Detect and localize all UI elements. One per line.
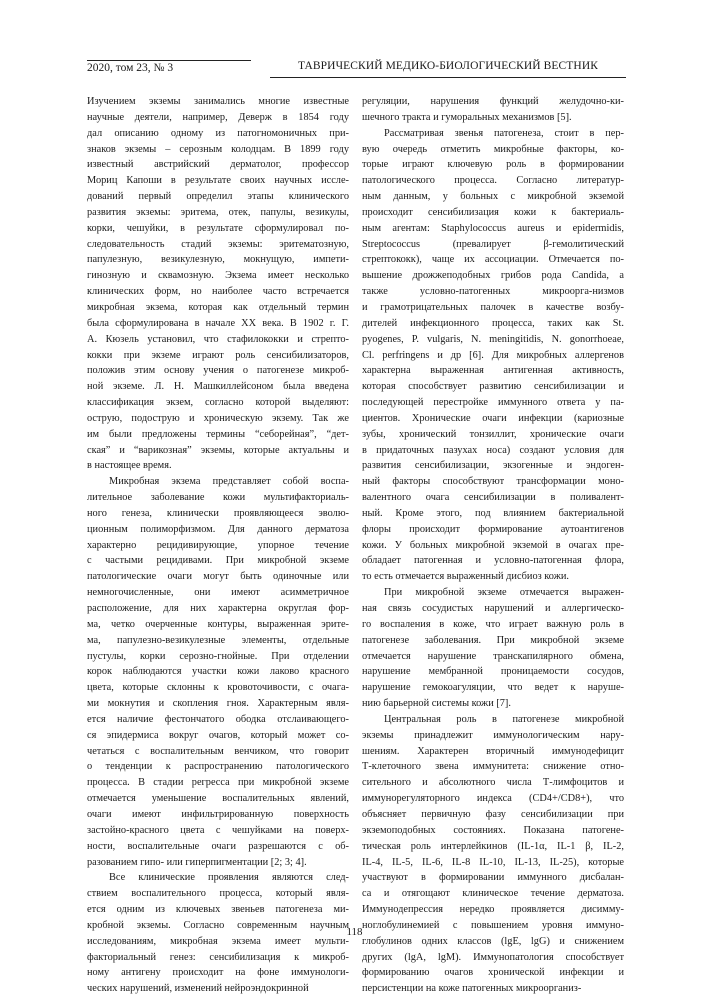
text-line: экземы принадлежит иммунологическим нару-	[362, 729, 624, 741]
text-line: го воспаления в коже, что играет важную роль в	[362, 618, 624, 630]
text-line: Cl. perfringens и др [6]. Для микробных аллергенов	[362, 349, 624, 361]
text-line: известный австрийский дерматолог, профессор	[87, 159, 349, 171]
text-line: Все клинические проявления являются след-	[109, 872, 349, 884]
text-line: сительного и абсолютного числа Т-лимфоцитов и	[362, 777, 624, 789]
header-rule-left	[87, 60, 251, 61]
text-line: ному антигену происходит на фоне иммунологи-	[87, 967, 349, 979]
text-line: дований первый определил этапы клинического	[87, 191, 349, 203]
text-line: также условно-патогенных микроорга-низмов	[362, 286, 624, 298]
text-line: зубы, хронический тонзиллит, хронические очаги	[362, 428, 624, 440]
text-line: с частыми рецидивами. При микробной экземе	[87, 555, 349, 567]
paragraph	[362, 126, 624, 585]
text-line: ноглобулинемией с повышением уровня иммуно-	[362, 919, 624, 931]
text-line: ма, четко очерченные контуры, выраженная эрите-	[87, 618, 349, 630]
paragraph	[87, 94, 349, 474]
text-line: ческих нарушений, изменений нейроэндокринной	[87, 983, 309, 995]
text-line: классификация экзем, согласно которой выделяют:	[87, 397, 349, 409]
text-line: знаков экземы – серозным колодцам. В 1899 году	[87, 143, 349, 155]
text-line: нарушение мембранной проницаемости сосудов,	[362, 666, 624, 678]
text-line: разованием гипо- или гиперпигментации [2; 3; 4].	[87, 856, 307, 868]
text-line: ционным полиморфизмом. Для данного дерматоза	[87, 523, 349, 535]
text-line: корок наблюдаются участки кожи лаково красного	[87, 666, 349, 678]
text-line: научные деятели, например, Деверж в 1854 году	[87, 111, 349, 123]
text-line: Рассматривая звенья патогенеза, стоит в пер-	[384, 127, 624, 139]
left-column	[87, 94, 349, 997]
text-line: объясняет первичную фазу сенсибилизации при	[362, 808, 624, 820]
text-line: патологического процесса. Согласно литератур-	[362, 175, 624, 187]
text-line: шечного тракта и гуморальных механизмов [5].	[362, 111, 572, 123]
text-line: ми мокнутия и скопления гноя. Характерным явля-	[87, 698, 349, 710]
text-line: острую, подострую и хроническую экзему. Так же	[87, 412, 349, 424]
text-line: формированию очагов хронической инфекции и	[362, 967, 624, 979]
text-line: в придаточных пазухах носа) создают условия для	[362, 444, 624, 456]
text-line: немногочисленные, они имеют асимметричное	[87, 587, 349, 599]
text-line: патологические очаги могут быть одиночные или	[87, 571, 349, 583]
text-line: обладает патогенная и условно-патогенная флора,	[362, 555, 624, 567]
text-line: им были предложены термины “себорейная”, “дет-	[87, 428, 349, 440]
text-line: которая способствует развитию сенсибилизации и	[362, 381, 624, 393]
text-line: стрептококк), чаще их ассоциации. Отмечается по-	[362, 254, 624, 266]
text-line: ная связь сосудистых нарушений и аллергическо-	[362, 603, 624, 614]
text-line: участвуют в формировании иммунного дисбалан-	[362, 872, 624, 884]
text-line: ская” и “варикозная” экземы, которые актуальны и	[87, 444, 349, 456]
text-line: процесса. В стадии регресса при микробной экземе	[87, 777, 349, 789]
text-line: регуляции, нарушения функций желудочно-ки-	[362, 96, 624, 107]
text-line: следовательность стадий экземы: эритематозную,	[87, 238, 349, 250]
text-line: дал описанию одному из патогномоничных при-	[87, 127, 349, 139]
right-column	[362, 94, 624, 997]
text-line: Изучением экземы занимались многие известные	[87, 96, 349, 107]
text-line: клинических форм, но наиболее часто встречается	[87, 286, 349, 298]
text-line: ется одним из ключевых звеньев патогенеза ми-	[87, 904, 349, 916]
text-line: ется наличие фестончатого ободка отслаивающего-	[87, 713, 349, 725]
paragraph	[87, 474, 349, 870]
text-line: циентов. Хронические очаги инфекции (кариозные	[362, 412, 624, 424]
text-line: микробная экзема, которая как отдельный термин	[87, 301, 349, 313]
text-line: ности, воспалительные очаги разрешаются с об-	[87, 840, 349, 852]
text-line: отмечается уменьшение воспалительных явлений,	[87, 793, 349, 805]
paragraph	[362, 585, 624, 712]
text-line: цвета, которые склонны к кровоточивости, с очага-	[87, 682, 349, 694]
text-line: Т-клеточного звена иммунитета: снижение отно-	[362, 761, 624, 773]
text-line: факториальный генез: сенсибилизация к микроб-	[87, 951, 349, 963]
text-line: лительное заболевание кожи мультифакториаль-	[87, 492, 349, 504]
text-line: ный. Кроме этого, под влиянием бактериальной	[362, 507, 624, 519]
text-line: происходит сенсибилизация кожи к бактериаль-	[362, 206, 624, 218]
text-line: IL-4, IL-5, IL-6, IL-8 IL-10, IL-13, IL-25), которые	[362, 856, 624, 868]
text-line: са и отягощают клиническое течение дерматоза.	[362, 888, 624, 900]
text-line: в настоящее время.	[87, 460, 172, 472]
paragraph	[362, 712, 624, 997]
journal-title: ТАВРИЧЕСКИЙ МЕДИКО-БИОЛОГИЧЕСКИЙ ВЕСТНИК	[297, 60, 599, 72]
text-line: и грамотрицательных палочек в качестве возбу-	[362, 301, 624, 313]
text-line: гинозную и сквамозную. Экзема имеет несколько	[87, 270, 349, 282]
text-line: дителей инфекционного процесса, таких как St.	[362, 317, 624, 329]
text-line: экземоподобных состояниях. Показана патогене-	[362, 824, 624, 836]
text-line: корки, чешуйки, в результате сформулировал по-	[87, 222, 349, 234]
text-line: вую очередь отметить микробные факторы, ко-	[362, 143, 624, 155]
text-line: кокки при экземе играют роль сенсибилизаторов,	[87, 349, 349, 361]
text-line: последующей перестройке иммунного ответа у па-	[362, 397, 624, 409]
text-line: ма, папулезно-везикулезные элементы, отдельные	[87, 634, 349, 646]
text-line: При микробной экземе отмечается выражен-	[384, 587, 624, 599]
text-line: отмечается нарушение транскапилярного обмена,	[362, 650, 624, 662]
text-line: глобулинов одних классов (lgE, lgG) и снижением	[362, 935, 624, 947]
text-line: застойно-красного цвета с чешуйками на поверх-	[87, 824, 349, 836]
text-line: кожи. У больных микробной экземой в очагах пре-	[362, 539, 624, 551]
text-line: пустулы, корки серозно-гнойные. При отделении	[87, 650, 349, 662]
text-line: тическая роль интерлейкинов (IL-1α, IL-1 β, IL-2,	[362, 840, 624, 852]
text-line: А. Кюзель установил, что стафилококки и стрепто-	[87, 333, 349, 345]
text-line: торые играют ключевую роль в формировании	[362, 159, 624, 171]
text-line: четаться с воспалительным венчиком, что говорит	[87, 745, 349, 757]
text-line: ного генеза, клинически проявляющееся эволю-	[87, 507, 349, 519]
text-line: Streptococcus (превалирует β-гемолитический	[362, 238, 624, 250]
text-line: ся эпидермиса вокруг очагов, который может со-	[87, 729, 349, 741]
text-line: нарушение гемокоагуляции, что ведет к наруше-	[362, 682, 624, 694]
text-line: ствием воспалительного процесса, который явля-	[87, 888, 349, 900]
text-line: иммунорегуляторного индекса (CD4+/CD8+), что	[362, 793, 624, 805]
text-line: вышение дрожжеподобных грибов рода Candida, а	[362, 270, 624, 282]
text-line: pyogenes, P. vulgaris, N. meningitidis, N. gonorrhoeae,	[362, 333, 624, 345]
text-line: ным агентам: Staphylococcus aureus и epidermidis,	[362, 222, 624, 234]
text-line: ным данным, у больных с микробной экземой	[362, 191, 624, 203]
paragraph	[362, 94, 624, 126]
text-line: патогенезе заболевания. При микробной экземе	[362, 634, 624, 646]
text-line: была сформулирована в начале XX века. В 1902 г. Г.	[87, 317, 349, 329]
text-line: о тенденции к распространению патологического	[87, 761, 349, 773]
text-line: расположение, для них характерна округлая фор-	[87, 603, 349, 614]
text-line: кробной экземы. Согласно современным научным	[87, 919, 349, 931]
text-line: флоры происходит формирование аутоантигенов	[362, 523, 624, 535]
text-line: исследованиям, микробная экзема имеет мульти-	[87, 935, 349, 947]
text-line: характерно рецидивирующие, упорное течение	[87, 539, 349, 551]
text-line: характерна выраженная антигенная активность,	[362, 365, 624, 377]
text-line: очаги имеют инфильтрированную поверхность	[87, 808, 349, 820]
text-line: других (lgA, lgM). Иммунопатология способствует	[362, 951, 624, 963]
text-line: ный факторы способствуют трансформации моно-	[362, 476, 624, 488]
text-line: Мориц Капоши в результате своих научных иссле-	[87, 175, 349, 187]
text-line: шениям. Характерен вторичный иммунодефицит	[362, 745, 624, 757]
text-line: развития экземы: эритема, отек, папулы, везикулы,	[87, 206, 349, 218]
text-line: Иммунодепрессия нередко проявляется дисимму-	[362, 904, 624, 916]
text-line: то есть отмечается выраженный дисбиоз кожи.	[362, 571, 569, 583]
issue-info: 2020, том 23, № 3	[87, 62, 174, 74]
text-line: нию барьерной системы кожи [7].	[362, 698, 511, 710]
text-line: ной экземе. Л. Н. Машкиллейсоном была введена	[87, 381, 349, 393]
text-line: положив этим основу учения о патогенезе микроб-	[87, 365, 349, 377]
text-line: валентного очага сенсибилизации в поливалент-	[362, 492, 624, 504]
header-rule-right	[270, 77, 626, 78]
text-line: Центральная роль в патогенезе микробной	[384, 713, 624, 725]
text-line: персистенции на коже патогенных микроорганиз-	[362, 983, 582, 995]
page-number: 118	[346, 926, 363, 938]
text-line: Микробная экзема представляет собой воспа-	[109, 476, 349, 488]
text-line: папулезную, везикулезную, мокнущую, импети-	[87, 254, 349, 266]
text-line: развития сенсибилизации, экзогенные и эндоген-	[362, 460, 624, 472]
